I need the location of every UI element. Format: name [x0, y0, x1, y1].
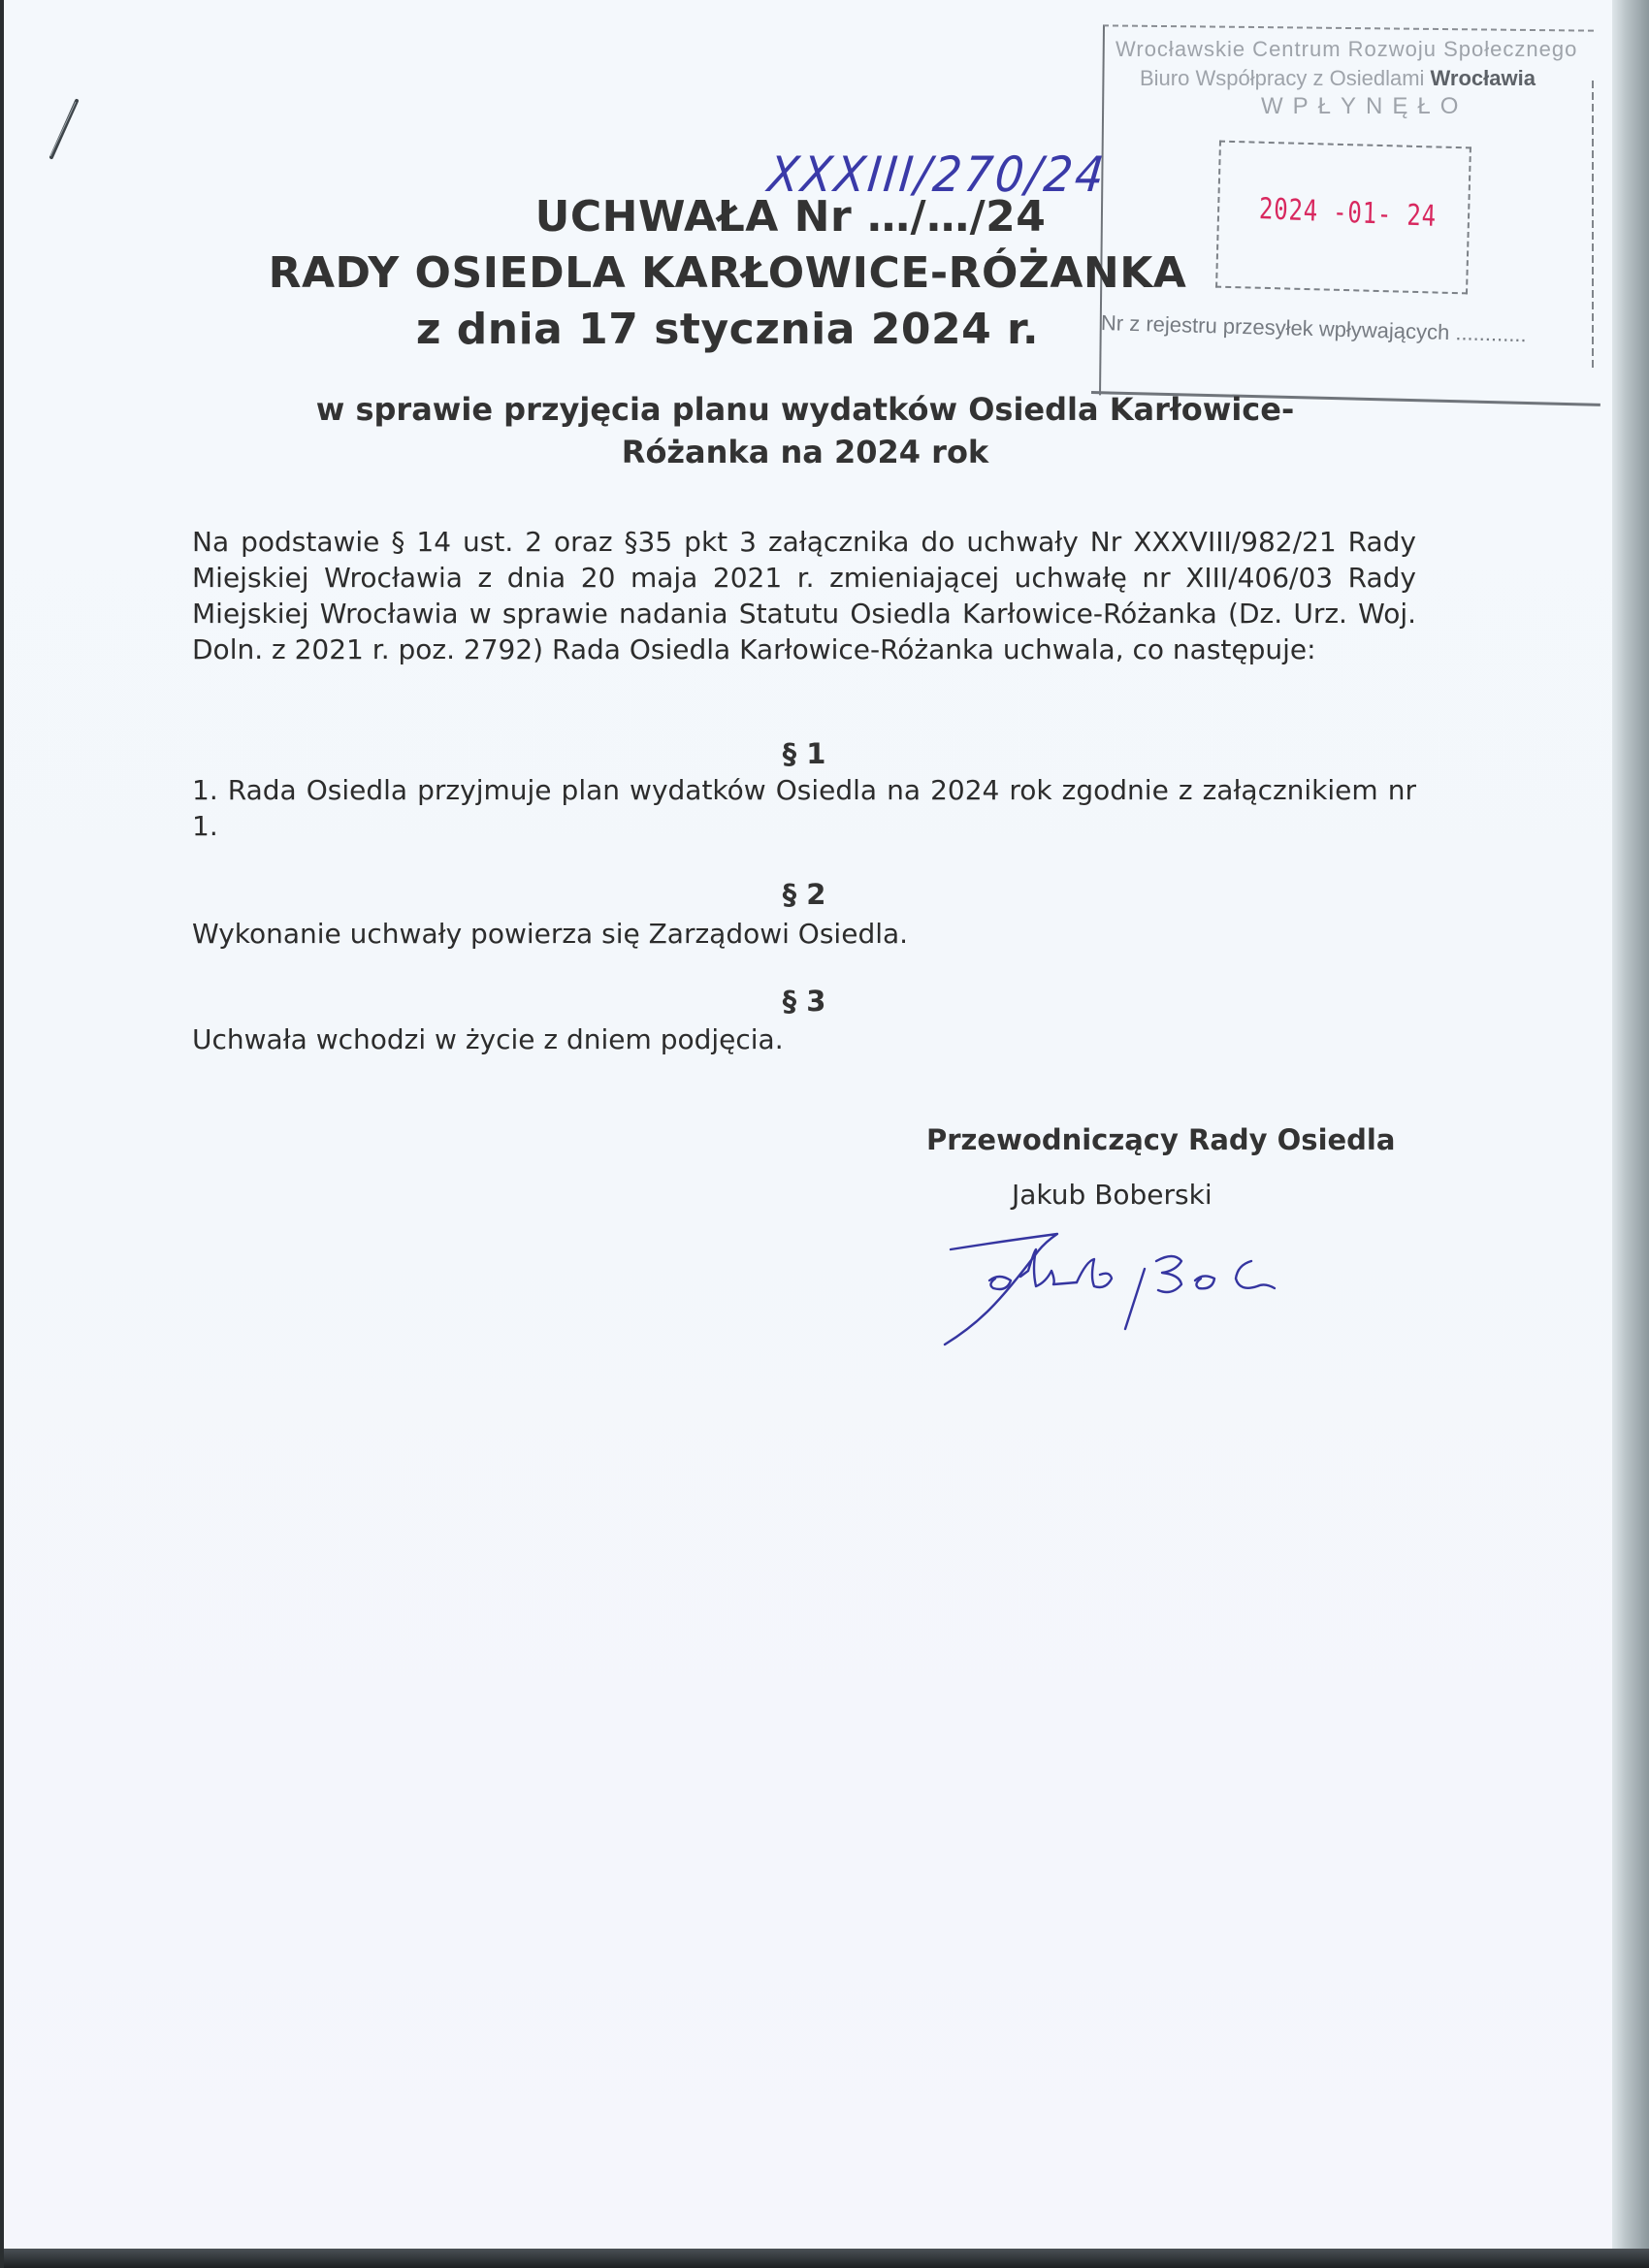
document-title: [194, 189, 1261, 358]
signer-title: Przewodniczący Rady Osiedla: [926, 1123, 1396, 1156]
section-1-text: 1. Rada Osiedla przyjmuje plan wydatków Osiedla na 2024 rok zgodnie z załącznikiem nr 1.: [192, 774, 1416, 842]
stamp-register-number: Nr z rejestru przesyłek wpływających ............: [1100, 310, 1528, 347]
section-2-text: Wykonanie uchwały powierza się Zarządowi Osiedla.: [192, 918, 909, 950]
resolution-number: UCHWAŁA Nr …/…/24: [534, 192, 1047, 242]
handwritten-signature: [931, 1222, 1377, 1348]
stamp-date: 2024 -01- 24: [1258, 192, 1438, 234]
subject-line-2: Różanka na 2024 rok: [621, 434, 989, 470]
scanner-edge-left: [0, 0, 4, 2268]
preamble: Na podstawie § 14 ust. 2 oraz §35 pkt 3 załącznika do uchwały Nr XXXVIII/982/21 Rady Miejskiej Wrocławia z dnia 20 maja 2021 r. zmieniającej uchwałę nr XIII/406/03 Rady Miejskiej Wrocławia w sprawie nadania Statutu Osiedla Karłowice-Różanka (Dz. Urz. Woj. Doln. z 2021 r. poz. 2792) Rada Osiedla Karłowice-Różanka uchwala, co następuje:: [192, 526, 1416, 665]
handwritten-resolution-number: XXXIII/270/24: [764, 146, 1110, 203]
stamp-office-city: Wrocławia: [1430, 66, 1536, 90]
stamp-office: [1140, 66, 1536, 91]
scanner-background-right: [1612, 0, 1649, 2268]
stamp-institution: Wrocławskie Centrum Rozwoju Społecznego: [1116, 37, 1578, 61]
scanner-background-bottom: [0, 2249, 1649, 2268]
section-3-heading: § 3: [782, 985, 826, 1018]
section-3-text: Uchwała wchodzi w życie z dniem podjęcia.: [192, 1023, 784, 1055]
section-1-heading: § 1: [782, 737, 826, 770]
stamp-right-border: [1592, 81, 1594, 372]
subject-line-1: w sprawie przyjęcia planu wydatków Osiedla Karłowice-: [315, 391, 1295, 428]
resolution-subject: [175, 388, 1436, 473]
staple-icon: [44, 97, 82, 165]
signer-name: Jakub Boberski: [1012, 1179, 1212, 1211]
stamp-received-label: WPŁYNĘŁO: [1261, 93, 1469, 119]
stamp-office-prefix: Biuro Współpracy z Osiedlami: [1140, 66, 1431, 90]
resolution-date: z dnia 17 stycznia 2024 r.: [415, 305, 1040, 354]
council-name: RADY OSIEDLA KARŁOWICE-RÓŻANKA: [268, 248, 1187, 298]
section-2-heading: § 2: [782, 878, 826, 911]
